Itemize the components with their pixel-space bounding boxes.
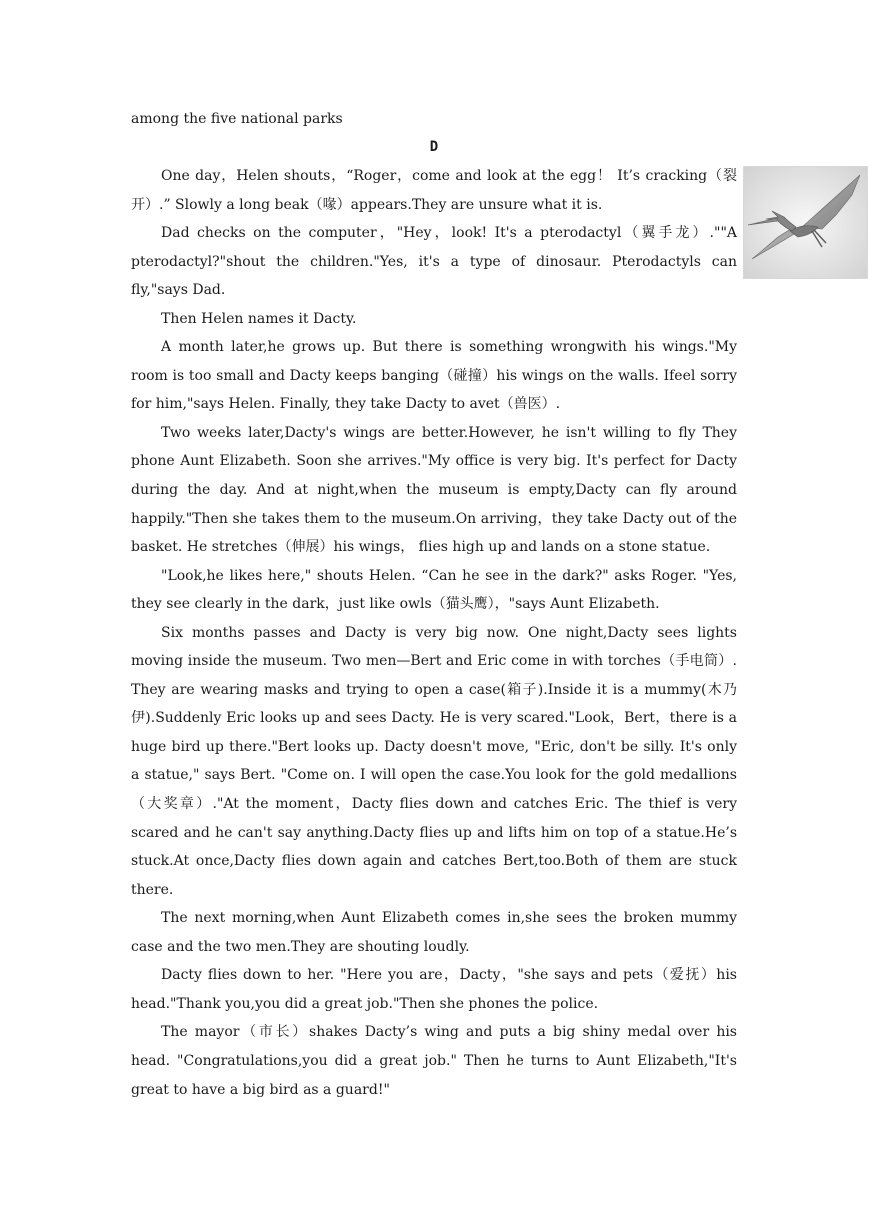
paragraph: One day，Helen shouts，“Roger，come and look at the egg！ It’s cracking（裂开）.” Slowly a long beak（喙）appears.They are unsure what it is. (131, 168, 737, 213)
pterodactyl-icon (744, 167, 867, 278)
pterodactyl-figure (743, 166, 868, 279)
paragraph: The next morning,when Aunt Elizabeth comes in,she sees the broken mummy case and the two men.They are shouting loudly. (131, 910, 737, 955)
section-heading: D (429, 139, 439, 155)
paragraph: Dacty flies down to her. "Here you are，Dacty，"she says and pets（爱抚）his head."Thank you,you did a great job."Then she phones the police. (131, 967, 737, 1012)
paragraph: A month later,he grows up. But there is something wrongwith his wings."My room is too small and Dacty keeps banging（碰撞）his wings on the walls. Ifeel sorry for him,"says Helen. Finally, they take Dacty to avet（兽医）. (131, 339, 737, 413)
paragraph: The mayor（市长）shakes Dacty’s wing and puts a big shiny medal over his head. "Congratulations,you did a great job." Then he turns to Aunt Elizabeth,"It's great to have a big bird as a guard!" (131, 1024, 737, 1098)
paragraph: Dad checks on the computer，"Hey，look! It's a pterodactyl（翼手龙）.""A pterodactyl?"shout the children."Yes, it's a type of dinosaur. Pterodactyls can fly,"says Dad. (131, 225, 737, 299)
continued-text-line: among the five national parks (131, 111, 343, 127)
paragraph: Six months passes and Dacty is very big now. One night,Dacty sees lights moving inside the museum. Two men—Bert and Eric come in with torches（手电筒）. They are wearing masks and trying to open a case(箱子).Inside it is a mummy(木乃 伊).Suddenly Eric looks up and sees Dacty. He is very scared."Look，Bert，there is a huge bird up there."Bert looks up. Dacty doesn't move, "Eric, don't be silly. It's only a statue," says Bert. "Come on. I will open the case.You look for the gold medallions（大奖章）."At the moment，Dacty flies down and catches Eric. The thief is very scared and he can't say anything.Dacty flies up and lifts him on top of a statue.He’s stuck.At once,Dacty flies down again and catches Bert,too.Both of them are stuck there. (131, 624, 737, 898)
story-body (131, 162, 737, 1104)
paragraph: Two weeks later,Dacty's wings are better.However, he isn't willing to fly They phone Aunt Elizabeth. Soon she arrives."My office is very big. It's perfect for Dacty during the day. And at night,when the museum is empty,Dacty can fly around happily."Then she takes them to the museum.On arriving，they take Dacty out of the basket. He stretches（伸展）his wings， flies high up and lands on a stone statue. (131, 424, 737, 556)
paragraph: Then Helen names it Dacty. (161, 310, 357, 327)
paragraph: "Look,he likes here," shouts Helen. “Can he see in the dark?" asks Roger. "Yes, they see clearly in the dark，just like owls（猫头鹰），"says Aunt Elizabeth. (131, 567, 737, 613)
